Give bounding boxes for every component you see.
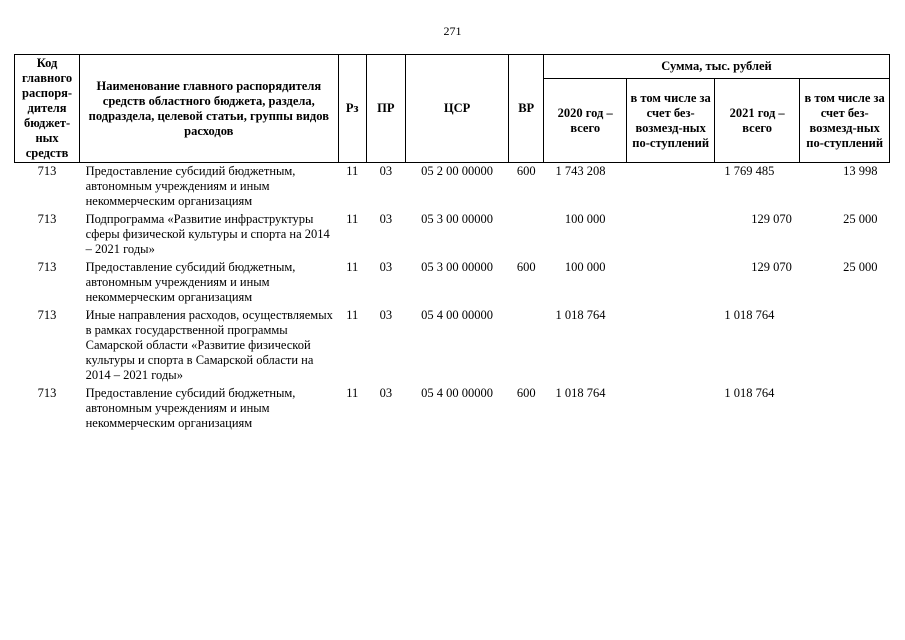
cell-vr: [509, 211, 544, 259]
table-row: [15, 259, 890, 307]
cell-2020-total: 1 018 764: [555, 308, 606, 322]
cell-vr: 600: [516, 164, 536, 178]
cell-rz: 11: [346, 308, 359, 322]
cell-name: Предоставление субсидий бюджетным, автономным учреждениям и иным некоммерческим организациям: [85, 260, 296, 304]
cell-vr: 600: [516, 260, 536, 274]
cell-name: Подпрограмма «Развитие инфраструктуры сферы физической культуры и спорта на 2014 – 2021 годы»: [85, 212, 330, 256]
cell-pr: 03: [379, 164, 393, 178]
cell-2021-total: 129 070: [751, 260, 792, 274]
cell-2021-free: [800, 307, 890, 385]
cell-code: 713: [37, 212, 57, 226]
cell-csr: 05 4 00 00000: [421, 386, 493, 400]
header-2020-total: 2020 год – всего: [544, 79, 627, 163]
cell-code: 713: [37, 260, 57, 274]
header-2021-total: 2021 год – всего: [714, 79, 799, 163]
table-row: [15, 385, 890, 433]
header-2020-free: в том числе за счет без-возмезд-ных по-ступлений: [627, 79, 714, 163]
cell-code: 713: [37, 386, 57, 400]
cell-2021-free: [800, 385, 890, 433]
cell-2020-total: 100 000: [564, 260, 606, 274]
cell-2020-total: 1 743 208: [555, 164, 606, 178]
cell-pr: 03: [379, 260, 393, 274]
cell-2020-free: [627, 307, 714, 385]
cell-2021-free: 13 998: [843, 164, 878, 178]
cell-csr: 05 3 00 00000: [421, 260, 493, 274]
cell-2021-total: 1 769 485: [724, 164, 775, 178]
page-number: 271: [443, 24, 462, 38]
cell-vr: 600: [516, 386, 536, 400]
cell-2021-total: 1 018 764: [724, 386, 775, 400]
cell-2020-total: 1 018 764: [555, 386, 606, 400]
header-2021-free: в том числе за счет без-возмезд-ных по-ступлений: [800, 79, 890, 163]
cell-rz: 11: [346, 260, 359, 274]
cell-csr: 05 4 00 00000: [421, 308, 493, 322]
cell-pr: 03: [379, 386, 393, 400]
cell-csr: 05 2 00 00000: [421, 164, 493, 178]
cell-2021-total: 129 070: [751, 212, 792, 226]
cell-name: Предоставление субсидий бюджетным, автономным учреждениям и иным некоммерческим организациям: [85, 386, 296, 430]
cell-pr: 03: [379, 212, 393, 226]
cell-2021-free: 25 000: [843, 260, 878, 274]
cell-2020-free: [627, 385, 714, 433]
header-pr: ПР: [367, 55, 406, 163]
cell-2021-total: 1 018 764: [724, 308, 775, 322]
cell-code: 713: [37, 308, 57, 322]
header-rz: Рз: [338, 55, 366, 163]
table-row: [15, 307, 890, 385]
cell-rz: 11: [346, 164, 359, 178]
cell-name: Предоставление субсидий бюджетным, автономным учреждениям и иным некоммерческим организациям: [85, 164, 296, 208]
cell-rz: 11: [346, 212, 359, 226]
cell-code: 713: [37, 164, 57, 178]
cell-2020-free: [627, 259, 714, 307]
header-code: Код главного распоря-дителя бюджет-ных средств: [15, 55, 80, 163]
cell-rz: 11: [346, 386, 359, 400]
cell-name: Иные направления расходов, осуществляемых в рамках государственной программы Самарской области «Развитие физической культуры и спорта в Самарской области на 2014 – 2021 годы»: [85, 308, 333, 382]
header-vr: ВР: [509, 55, 544, 163]
cell-2021-free: 25 000: [843, 212, 878, 226]
cell-2020-free: [627, 163, 714, 212]
cell-vr: [509, 307, 544, 385]
budget-table: [14, 54, 890, 433]
header-sum: Сумма, тыс. рублей: [544, 55, 890, 79]
cell-csr: 05 3 00 00000: [421, 212, 493, 226]
header-name: Наименование главного распорядителя средств областного бюджета, раздела, подраздела, целевой статьи, группы видов расходов: [80, 55, 338, 163]
table-row: [15, 211, 890, 259]
cell-2020-total: 100 000: [564, 212, 606, 226]
cell-2020-free: [627, 211, 714, 259]
cell-pr: 03: [379, 308, 393, 322]
header-csr: ЦСР: [405, 55, 509, 163]
table-row: [15, 163, 890, 212]
